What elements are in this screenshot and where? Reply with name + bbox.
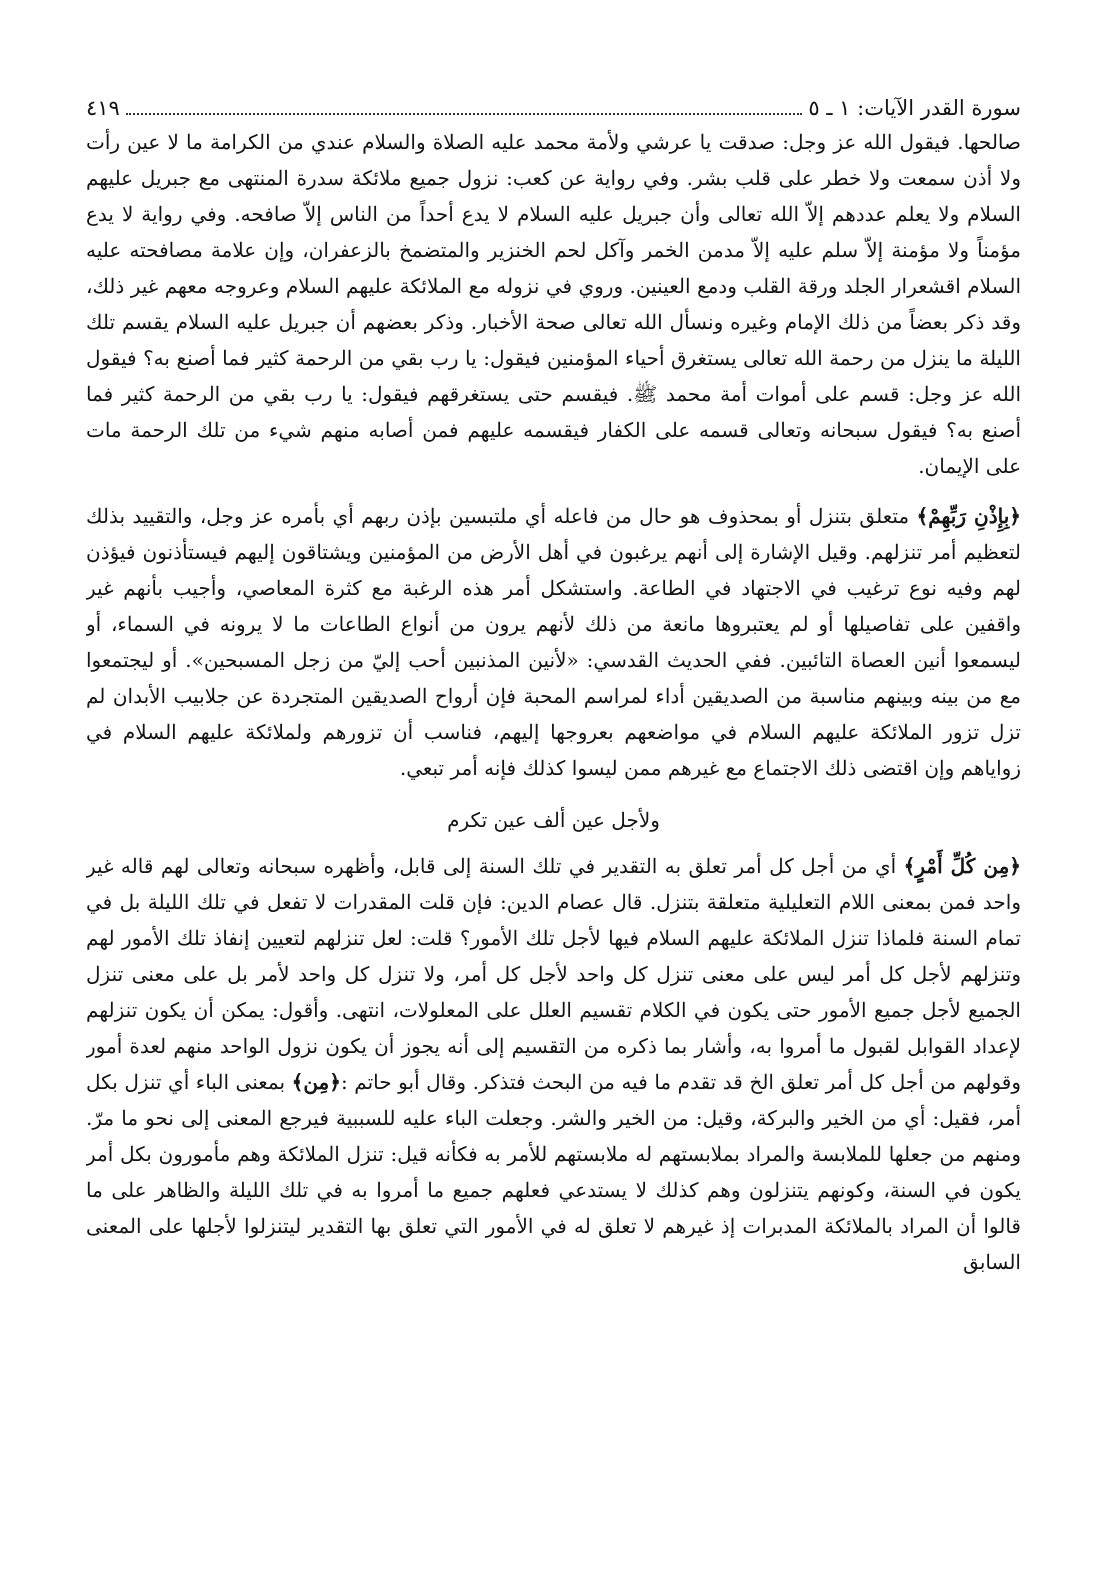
paragraph-text: صالحها. فيقول الله عز وجل: صدقت يا عرشي ولأمة محمد عليه الصلاة والسلام عندي من الكرامة ما لا عين رأت ولا أذن سمعت ولا خطر على قلب بشر. وفي رواية عن كعب: نزول جميع ملائكة سدرة المنتهى مع جبريل عليهم السلام ولا يعلم عددهم إلاّ الله تعالى وأن جبريل عليه السلام لا يدع أحداً من الناس إلاّ صافحه. وفي رواية لا يدع مؤمناً ولا مؤمنة إلاّ سلم عليه إلاّ مدمن الخمر وآكل لحم الخنزير والمتضمخ بالزعفران، وإن علامة مصافحته عليه السلام اقشعرار الجلد ورقة القلب ودمع العينين. وروي في نزوله مع الملائكة عليهم السلام وعروجه معهم غير ذلك، وقد ذكر بعضاً من ذلك الإمام وغيره ونسأل الله تعالى صحة الأخبار. وذكر بعضهم أن جبريل عليه السلام يقسم تلك الليلة ما ينزل من رحمة الله تعالى يستغرق أحياء المؤمنين فيقول: يا رب بقي من الرحمة كثير فما أصنع به؟ فيقول الله عز وجل: قسم على أموات أمة محمد ﷺ. فيقسم حتى يستغرقهم فيقول: يا رب بقي من الرحمة كثير فما أصنع به؟ فيقول سبحانه وتعالى قسمه على الكفار فيقسمه عليهم فمن أصابه منهم شيء من تلك الرحمة مات على الإيمان. <box>86 130 1021 478</box>
paragraph-3 <box>86 848 1021 1280</box>
dotted-leader <box>126 113 803 115</box>
surah-title: سورة القدر الآيات: ١ ـ ٥ <box>808 96 1021 120</box>
running-header <box>86 84 1021 124</box>
book-page <box>86 84 1021 1554</box>
poetry-verse: ولأجل عين ألف عين تكرم <box>447 808 660 832</box>
paragraph-1 <box>86 124 1021 484</box>
quran-phrase: ﴿مِن كُلِّ أَمْرٍ﴾ <box>903 854 1021 878</box>
paragraph-text-continued: بمعنى الباء أي تنزل بكل أمر، فقيل: أي من الخير والبركة، وقيل: من الخير والشر. وجعلت الباء عليه للسببية فيرجع المعنى إلى نحو ما مرّ. ومنهم من جعلها للملابسة والمراد بملابستهم له ملابستهم للأمر به فكأنه قيل: تنزل الملائكة وهم مأمورون بكل أمر يكون في السنة، وكونهم يتنزلون وهم كذلك لا يستدعي فعلهم جميع ما أمروا به في تلك الليلة والظاهر على ما قالوا أن المراد بالملائكة المدبرات إذ غيرهم لا تعلق له في الأمور التي تعلق بها التقدير ليتنزلوا لأجلها على المعنى السابق <box>86 1070 1021 1274</box>
paragraph-text: أي من أجل كل أمر تعلق به التقدير في تلك السنة إلى قابل، وأظهره سبحانه وتعالى لهم قاله غير واحد فمن بمعنى اللام التعليلية متعلقة بتنزل. قال عصام الدين: فإن قلت المقدرات لا تفعل في تلك الليلة بل في تمام السنة فلماذا تنزل الملائكة عليهم السلام فيها لأجل تلك الأمور؟ قلت: لعل تنزلهم لتعيين إنفاذ تلك الأمور لهم وتنزلهم لأجل كل أمر ليس على معنى تنزل كل واحد لأجل كل أمر، ولا تنزل كل واحد لأمر بل على معنى تنزل الجميع لأجل جميع الأمور حتى يكون في الكلام تقسيم العلل على المعلولات، انتهى. وأقول: يمكن أن يكون تنزلهم لإعداد القوابل لقبول ما أمروا به، وأشار بما ذكره من التقسيم إلى أنه يجوز أن يكون نزول الواحد منهم لعدة أمور وقولهم من أجل كل أمر تعلق الخ قد تقدم ما فيه من البحث فتذكر. وقال أبو حاتم : <box>86 854 1021 1094</box>
paragraph-2 <box>86 498 1021 786</box>
paragraph-text: متعلق بتنزل أو بمحذوف هو حال من فاعله أي ملتبسين بإذن ربهم أي بأمره عز وجل، والتقييد بذلك لتعظيم أمر تنزلهم. وقيل الإشارة إلى أنهم يرغبون في أهل الأرض من المؤمنين ويشتاقون إليهم فيستأذنون فيؤذن لهم وفيه نوع ترغيب في الاجتهاد في الطاعة. واستشكل أمر هذه الرغبة مع كثرة المعاصي، وأجيب بأنهم غير واقفين على تفاصيلها أو لم يعتبروها مانعة من ذلك لأنهم يرون من أنواع الطاعات ما لا يرونه في السماء، أو ليسمعوا أنين العصاة التائبين. ففي الحديث القدسي: «لأنين المذنبين أحب إليّ من زجل المسبحين». أو ليجتمعوا مع من بينه وبينهم مناسبة من الصديقين أداء لمراسم المحبة فإن أرواح الصديقين المتجردة عن جلابيب الأبدان لم تزل تزور الملائكة عليهم السلام في مواضعهم بعروجها إليهم، فناسب أن تزورهم ولملائكة عليهم السلام في زواياهم وإن اقتضى ذلك الاجتماع مع غيرهم ممن ليسوا كذلك فإنه أمر تبعي. <box>86 504 1021 780</box>
page-number: ٤١٩ <box>86 96 120 120</box>
quran-phrase-inline: ﴿مِن﴾ <box>291 1070 341 1094</box>
quran-phrase: ﴿بِإِذْنِ رَبِّهِمْ﴾ <box>916 504 1021 528</box>
